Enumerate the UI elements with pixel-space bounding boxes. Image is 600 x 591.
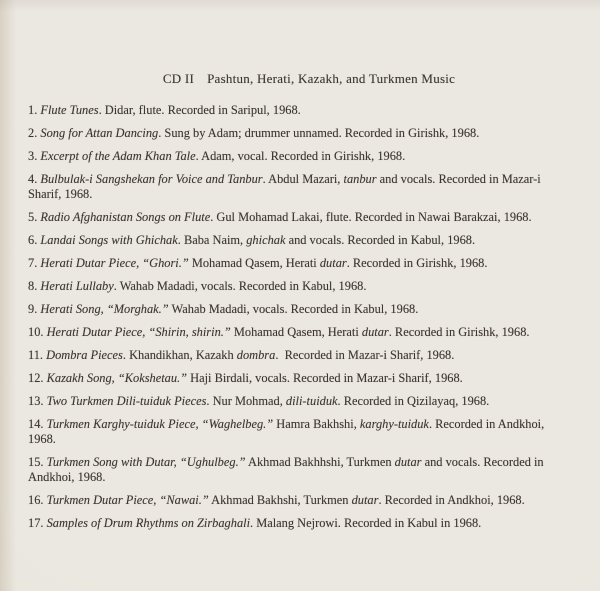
track-text: Akhmad Bakhshi, Turkmen	[208, 493, 352, 507]
track-number: 8.	[28, 279, 38, 293]
track-number: 11.	[28, 348, 44, 362]
track-text: and vocals. Recorded in	[421, 455, 544, 469]
track-title-italic: karghy-tuiduk	[359, 417, 429, 431]
track-number: 10.	[28, 325, 44, 339]
track-title-italic: Bulbulak-i Sangshekan for Voice and Tanbur	[40, 172, 263, 186]
track-title-italic: Herati Song, “Morghak.”	[40, 302, 169, 316]
track-title-italic: Turkmen Karghy-tuiduk Piece, “Waghelbeg.”	[46, 417, 274, 431]
track-title-italic: Landai Songs with Ghichak	[40, 233, 178, 247]
track-text: Hamra Bakhshi,	[273, 417, 360, 431]
track-number: 6.	[28, 233, 38, 247]
track-item	[28, 233, 590, 248]
track-item	[28, 348, 590, 363]
track-text: and vocals. Recorded in Kabul, 1968.	[285, 233, 476, 247]
track-title-italic: Radio Afghanistan Songs on Flute	[40, 210, 211, 224]
track-item	[28, 302, 590, 317]
track-text: Akhmad Bakhhshi, Turkmen	[245, 455, 395, 469]
track-text: . Recorded in Girishk, 1968.	[388, 325, 530, 339]
track-text: Andkhoi, 1968.	[28, 470, 106, 484]
track-item	[28, 516, 590, 531]
track-item	[28, 149, 590, 164]
track-text: . Sung by Adam; drummer unnamed. Recorded in Girishk, 1968.	[158, 126, 480, 140]
track-text: . Wahab Madadi, vocals. Recorded in Kabul, 1968.	[113, 279, 367, 293]
track-text: Mohamad Qasem, Herati	[230, 325, 362, 339]
track-number: 15.	[28, 455, 44, 469]
track-number: 14.	[28, 417, 44, 431]
track-text: . Recorded in Andkhoi, 1968.	[378, 493, 525, 507]
track-text: . Recorded in Girishk, 1968.	[346, 256, 488, 270]
track-item	[28, 371, 590, 386]
track-title-italic: dutar	[351, 493, 379, 507]
track-title-italic: Two Turkmen Dili-tuiduk Pieces	[46, 394, 207, 408]
track-text: Haji Birdali, vocals. Recorded in Mazar-i Sharif, 1968.	[187, 371, 463, 385]
track-item	[28, 210, 590, 225]
page-title	[28, 71, 590, 87]
track-title-italic: dili-tuiduk	[285, 394, 338, 408]
track-text: Sharif, 1968.	[28, 187, 93, 201]
track-text: Mohamad Qasem, Herati	[188, 256, 320, 270]
track-item	[28, 103, 590, 118]
track-number: 2.	[28, 126, 38, 140]
track-text: Wahab Madadi, vocals. Recorded in Kabul, 1968.	[168, 302, 419, 316]
track-item	[28, 417, 590, 447]
track-text: 1968.	[28, 432, 56, 446]
track-number: 3.	[28, 149, 38, 163]
track-text: . Recorded in Qizilayaq, 1968.	[337, 394, 490, 408]
track-text: . Adam, vocal. Recorded in Girishk, 1968.	[195, 149, 406, 163]
track-number: 4.	[28, 172, 38, 186]
track-title-italic: Herati Dutar Piece, “Ghori.”	[40, 256, 189, 270]
track-title-italic: dombra	[236, 348, 276, 362]
track-item	[28, 279, 590, 294]
track-text: . Recorded in Mazar-i Sharif, 1968.	[275, 348, 455, 362]
track-title-italic: tanbur	[343, 172, 377, 186]
track-number: 16.	[28, 493, 44, 507]
track-title-italic: Herati Lullaby	[40, 279, 114, 293]
track-title-italic: dutar	[319, 256, 347, 270]
cd-label: CD II	[162, 71, 195, 86]
track-title-italic: dutar	[394, 455, 422, 469]
track-number: 1.	[28, 103, 38, 117]
track-title-italic: dutar	[361, 325, 389, 339]
track-item	[28, 126, 590, 141]
track-title-italic: Samples of Drum Rhythms on Zirbaghali	[46, 516, 251, 530]
track-text: and vocals. Recorded in Mazar-i	[376, 172, 541, 186]
track-title-italic: Excerpt of the Adam Khan Tale	[40, 149, 196, 163]
track-title-italic: Turkmen Dutar Piece, “Nawai.”	[46, 493, 209, 507]
track-title-italic: Turkmen Song with Dutar, “Ughulbeg.”	[46, 455, 246, 469]
track-title-italic: Song for Attan Dancing	[40, 126, 159, 140]
track-item	[28, 394, 590, 409]
track-text: . Abdul Mazari,	[262, 172, 344, 186]
track-item	[28, 455, 590, 485]
track-number: 12.	[28, 371, 44, 385]
track-text: . Recorded in Andkhoi,	[428, 417, 545, 431]
track-list	[28, 103, 590, 531]
track-text: . Gul Mohamad Lakai, flute. Recorded in Nawai Barakzai, 1968.	[210, 210, 532, 224]
track-item	[28, 256, 590, 271]
track-number: 9.	[28, 302, 38, 316]
track-number: 17.	[28, 516, 44, 530]
track-text: . Khandikhan, Kazakh	[122, 348, 237, 362]
track-title-italic: Flute Tunes	[40, 103, 99, 117]
track-number: 13.	[28, 394, 44, 408]
track-text: . Malang Nejrowi. Recorded in Kabul in 1968.	[250, 516, 482, 530]
track-title-italic: Dombra Pieces	[46, 348, 123, 362]
track-text: . Didar, flute. Recorded in Saripul, 1968.	[98, 103, 301, 117]
cd-subtitle: Pashtun, Herati, Kazakh, and Turkmen Music	[207, 71, 456, 86]
track-title-italic: Kazakh Song, “Kokshetau.”	[46, 371, 188, 385]
track-number: 7.	[28, 256, 38, 270]
track-text: . Baba Naim,	[177, 233, 247, 247]
track-number: 5.	[28, 210, 38, 224]
track-item	[28, 172, 590, 202]
track-text: . Nur Mohmad,	[206, 394, 286, 408]
track-item	[28, 325, 590, 340]
track-item	[28, 493, 590, 508]
track-title-italic: Herati Dutar Piece, “Shirin, shirin.”	[46, 325, 231, 339]
track-title-italic: ghichak	[246, 233, 286, 247]
